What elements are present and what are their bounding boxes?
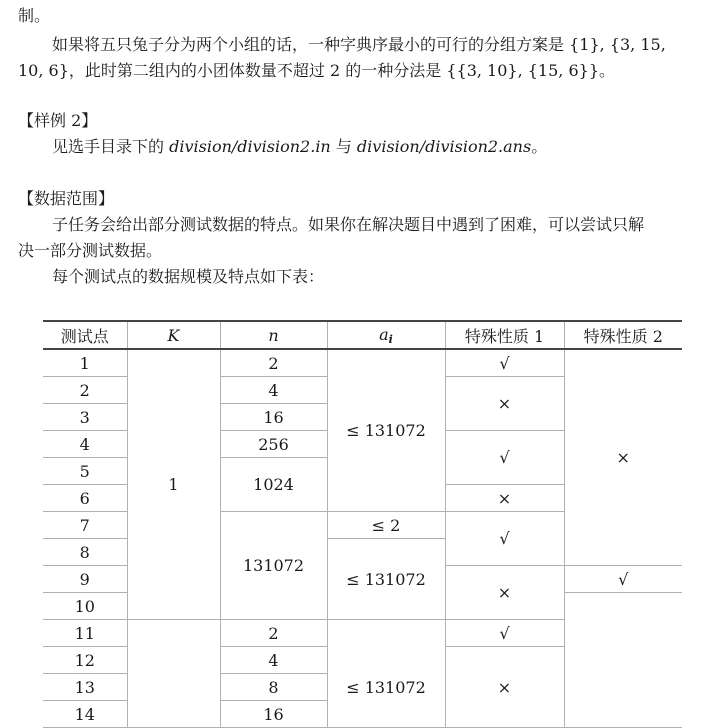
p1-cell: √ <box>445 620 564 647</box>
data-range-paragraph-1b: 决一部分测试数据。 <box>18 241 163 260</box>
test-point-cell: 5 <box>43 458 127 485</box>
test-point-cell: 3 <box>43 404 127 431</box>
n-cell: 2 <box>220 349 327 377</box>
test-point-cell: 14 <box>43 701 127 728</box>
n-cell: 16 <box>220 701 327 728</box>
example-paragraph-line-1: 如果将五只兔子分为两个小组的话，一种字典序最小的可行的分组方案是 {1}, {3, 15, <box>52 35 666 54</box>
test-point-cell: 12 <box>43 647 127 674</box>
test-point-cell: 2 <box>43 377 127 404</box>
test-point-cell: 4 <box>43 431 127 458</box>
n-cell: 16 <box>220 404 327 431</box>
k-cell <box>127 620 220 728</box>
header-special-property-1: 特殊性质 1 <box>445 321 564 349</box>
test-point-cell: 7 <box>43 512 127 539</box>
n-cell: 131072 <box>220 512 327 620</box>
p1-cell: √ <box>445 512 564 566</box>
test-point-cell: 11 <box>43 620 127 647</box>
header-test-point: 测试点 <box>43 321 127 349</box>
test-point-cell: 13 <box>43 674 127 701</box>
p1-cell: × <box>445 647 564 728</box>
a-cell: ≤ 131072 <box>327 539 445 620</box>
p1-cell: × <box>445 377 564 431</box>
data-range-header: 【数据范围】 <box>18 189 115 208</box>
p1-cell: √ <box>445 349 564 377</box>
test-point-cell: 9 <box>43 566 127 593</box>
n-cell: 1024 <box>220 458 327 512</box>
header-special-property-2: 特殊性质 2 <box>564 321 682 349</box>
sample-answer-file: division/division2.ans <box>356 137 532 156</box>
header-k: K <box>127 321 220 349</box>
n-cell: 2 <box>220 620 327 647</box>
p1-cell: × <box>445 485 564 512</box>
n-cell: 4 <box>220 377 327 404</box>
test-point-cell: 10 <box>43 593 127 620</box>
example-paragraph-line-2: 10, 6}，此时第二组内的小团体数量不超过 2 的一种分法是 {{3, 10}, {15, 6}}。 <box>18 61 616 80</box>
test-point-cell: 1 <box>43 349 127 377</box>
p2-cell: × <box>564 349 682 566</box>
table-row <box>43 349 682 377</box>
p2-cell: √ <box>564 566 682 593</box>
table-header-row <box>43 321 682 349</box>
a-cell: ≤ 131072 <box>327 349 445 512</box>
p1-cell: × <box>445 566 564 620</box>
a-cell: ≤ 2 <box>327 512 445 539</box>
data-range-paragraph-1a: 子任务会给出部分测试数据的特点。如果你在解决题目中遇到了困难，可以尝试只解 <box>52 215 645 234</box>
n-cell: 4 <box>220 647 327 674</box>
k-cell: 1 <box>127 349 220 620</box>
header-a-i: $a_i$ <box>327 321 445 349</box>
sample-2-header: 【样例 2】 <box>18 111 98 130</box>
sample-input-file: division/division2.in <box>169 137 331 156</box>
test-point-cell: 8 <box>43 539 127 566</box>
data-range-paragraph-2: 每个测试点的数据规模及特点如下表： <box>52 267 325 286</box>
test-point-table <box>43 320 682 728</box>
n-cell: 256 <box>220 431 327 458</box>
a-cell: ≤ 131072 <box>327 620 445 728</box>
header-n: n <box>220 321 327 349</box>
n-cell: 8 <box>220 674 327 701</box>
p2-cell <box>564 593 682 728</box>
sample-2-description: 见选手目录下的 division/division2.in 与 division/division2.ans。 <box>52 137 548 156</box>
p1-cell: √ <box>445 431 564 485</box>
line-1: 制。 <box>18 6 51 25</box>
test-point-cell: 6 <box>43 485 127 512</box>
